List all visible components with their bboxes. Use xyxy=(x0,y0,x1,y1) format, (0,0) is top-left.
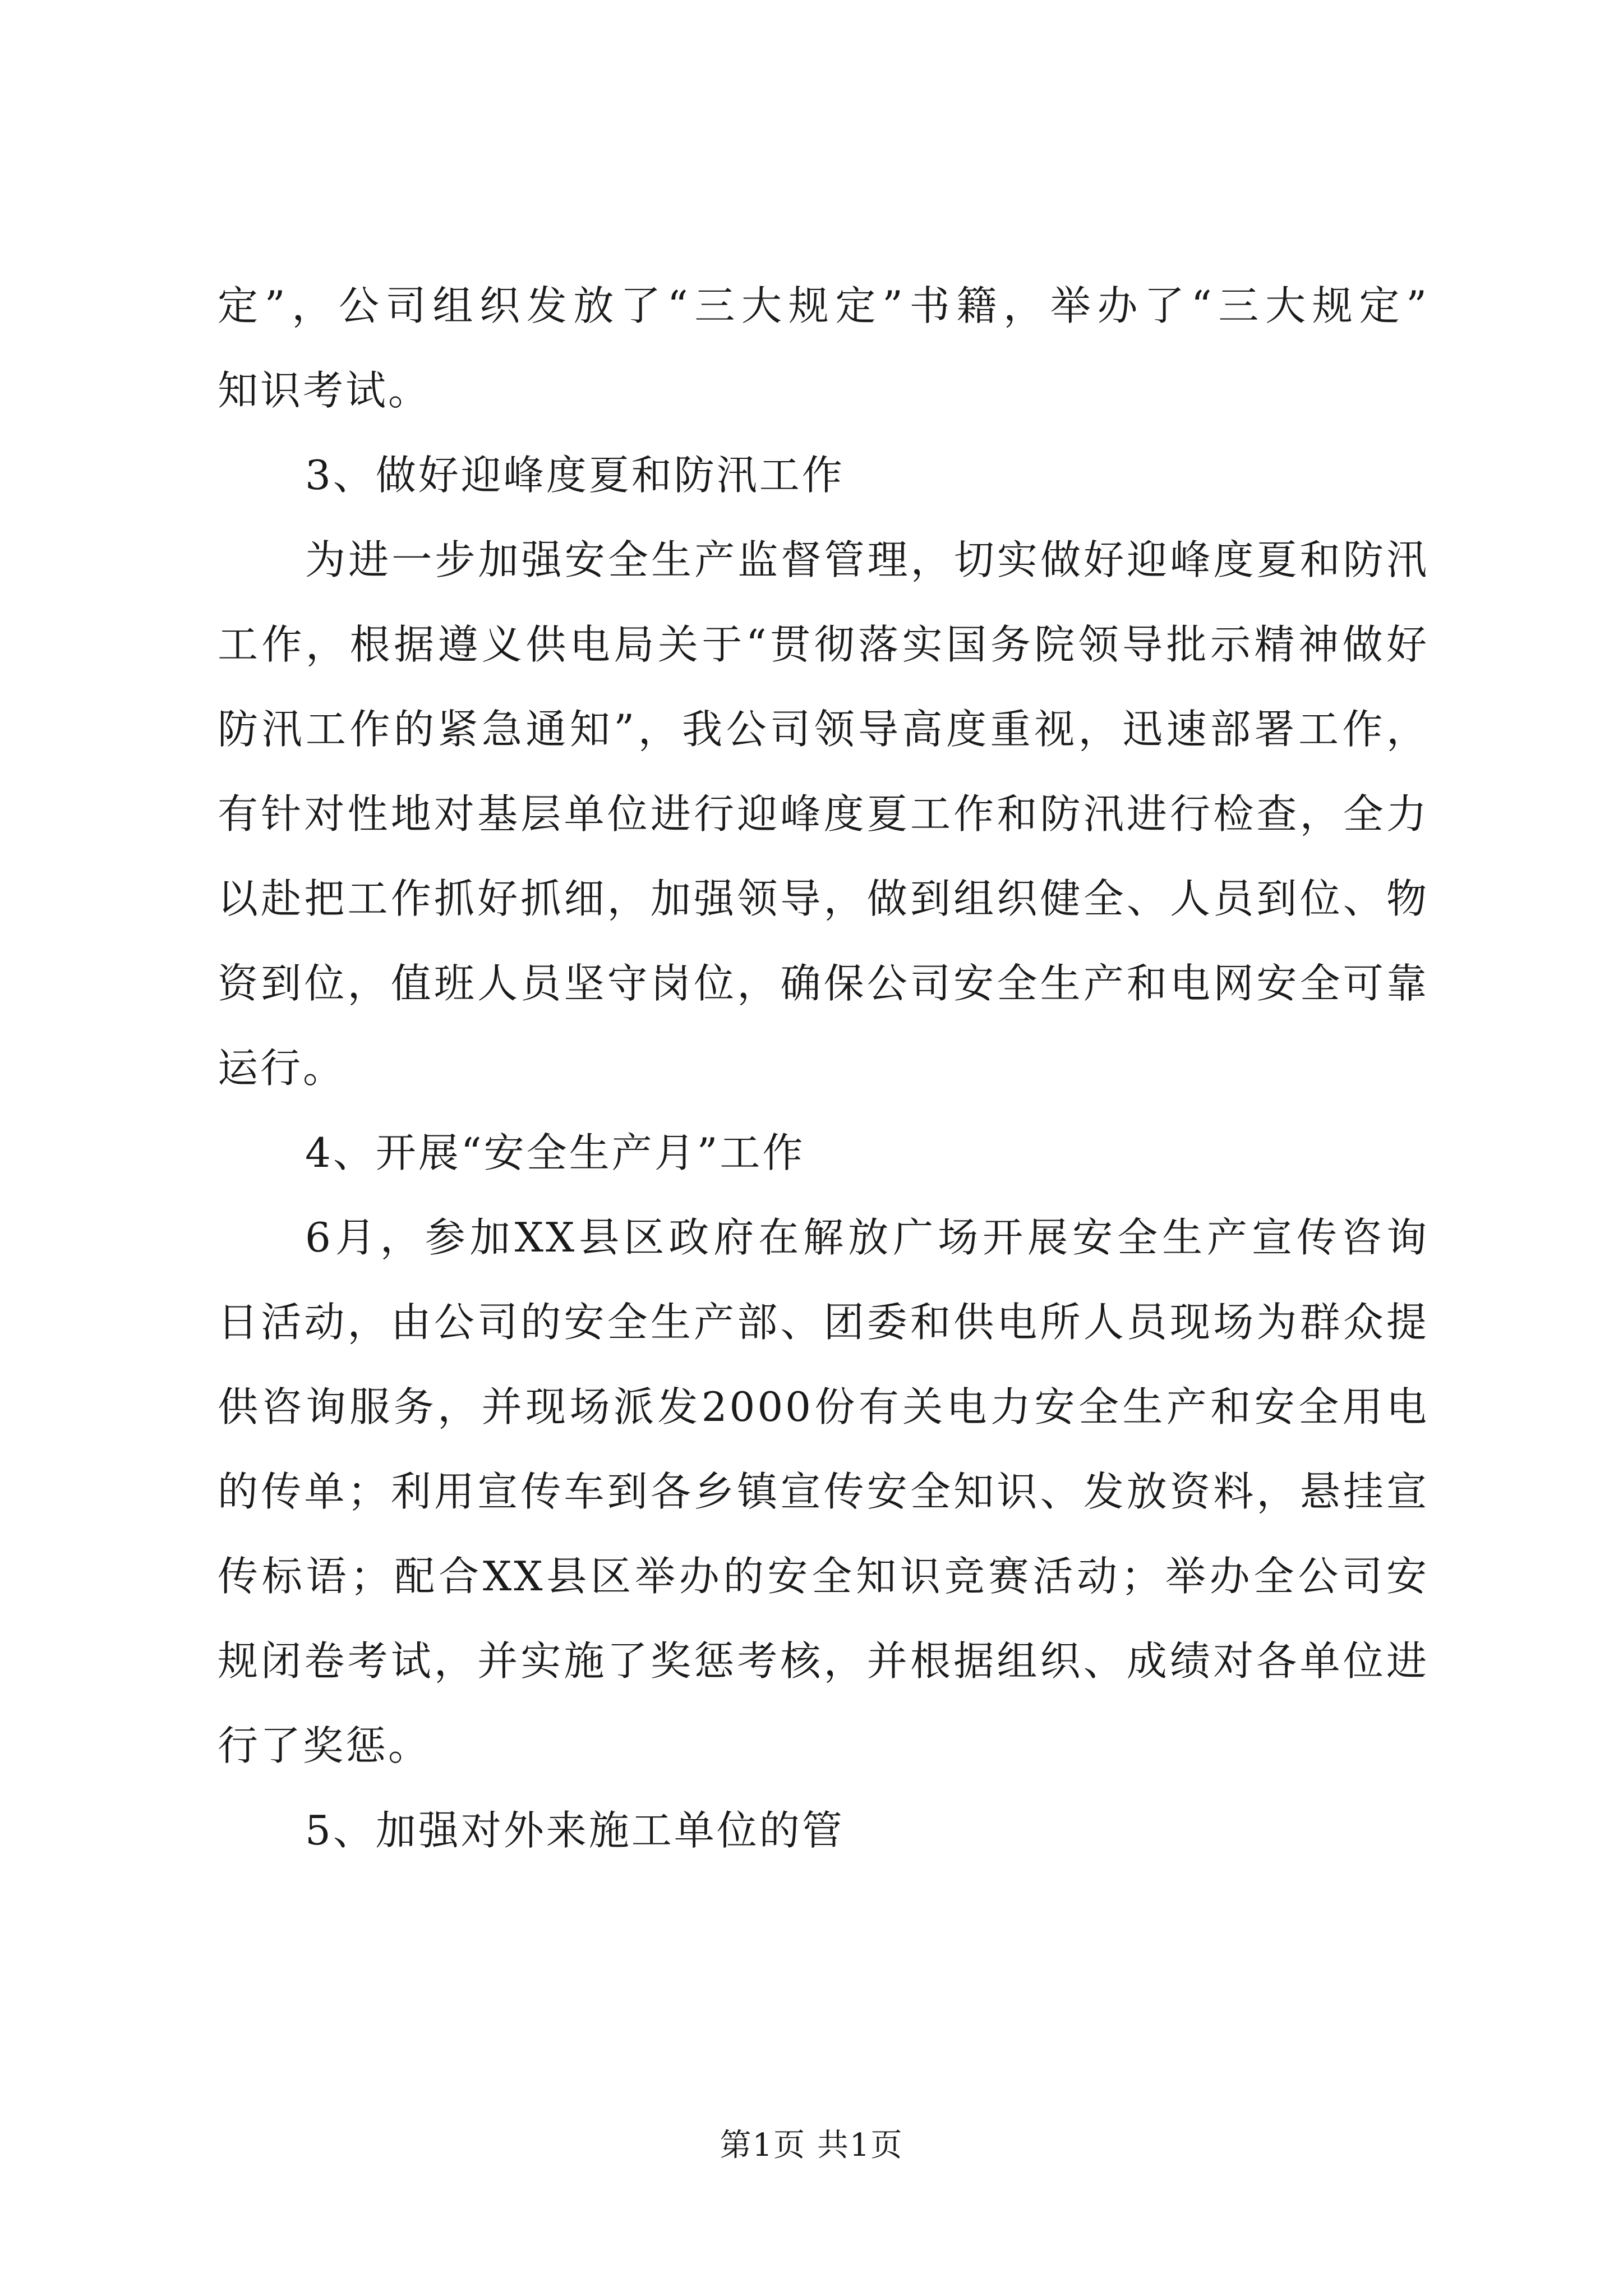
text-line-1: 定”，公司组织发放了“三大规定”书籍，举办了“三大规定” xyxy=(218,282,1429,329)
text-line-6: 防汛工作的紧急通知”，我公司领导高度重视，迅速部署工作， xyxy=(218,706,1429,753)
text-line-8: 以赴把工作抓好抓细，加强领导，做到组织健全、人员到位、物 xyxy=(218,875,1429,922)
text-line-16: 传标语；配合XX县区举办的安全知识竞赛活动；举办全公司安 xyxy=(218,1553,1429,1600)
text-line-9: 资到位，值班人员坚守岗位，确保公司安全生产和电网安全可靠 xyxy=(218,960,1429,1007)
text-line-10: 运行。 xyxy=(218,1045,346,1092)
section-heading-4: 4、开展“安全生产月”工作 xyxy=(305,1129,805,1176)
text-line-14: 供咨询服务，并现场派发2000份有关电力安全生产和安全用电 xyxy=(218,1383,1429,1430)
section-heading-5: 5、加强对外来施工单位的管 xyxy=(305,1807,845,1854)
text-line-7: 有针对性地对基层单位进行迎峰度夏工作和防汛进行检查，全力 xyxy=(218,790,1429,838)
text-line-2: 知识考试。 xyxy=(218,367,431,414)
document-body xyxy=(218,264,1429,1873)
text-line-13: 日活动，由公司的安全生产部、团委和供电所人员现场为群众提 xyxy=(218,1299,1429,1346)
text-line-18: 行了奖惩。 xyxy=(218,1722,431,1769)
text-line-17: 规闭卷考试，并实施了奖惩考核，并根据组织、成绩对各单位进 xyxy=(218,1637,1429,1685)
section-heading-3: 3、做好迎峰度夏和防汛工作 xyxy=(305,452,845,499)
text-line-12: 6月，参加XX县区政府在解放广场开展安全生产宣传咨询 xyxy=(305,1214,1429,1261)
text-line-15: 的传单；利用宣传车到各乡镇宣传安全知识、发放资料，悬挂宣 xyxy=(218,1468,1429,1515)
text-line-5: 工作，根据遵义供电局关于“贯彻落实国务院领导批示精神做好 xyxy=(218,621,1429,668)
page-footer: 第1页 共1页 xyxy=(720,2127,903,2164)
text-line-4: 为进一步加强安全生产监督管理，切实做好迎峰度夏和防汛 xyxy=(305,536,1429,583)
